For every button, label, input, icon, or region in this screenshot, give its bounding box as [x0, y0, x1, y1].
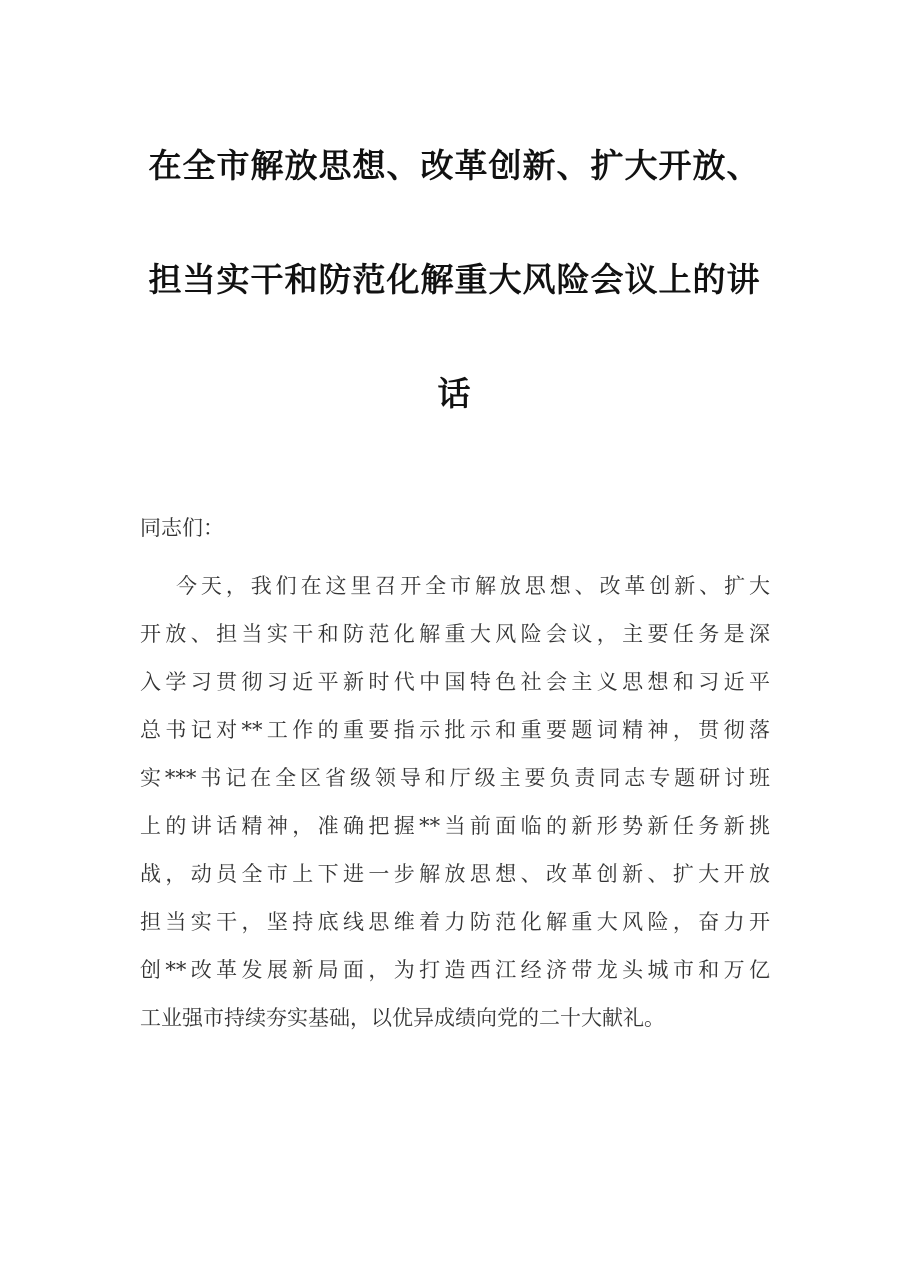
- paragraph-line-1: 今天，我们在这里召开全市解放思想、改革创新、扩大: [176, 574, 770, 598]
- paragraph-line-10: 工业强市持续夯实基础，以优异成绩向党的二十大献礼。: [140, 1006, 665, 1030]
- paragraph-line-7: 战，动员全市上下进一步解放思想、改革创新、扩大开放: [140, 862, 770, 886]
- paragraph-line-6: 上的讲话精神，准确把握**当前面临的新形势新任务新挑: [140, 814, 770, 838]
- title-line-1: 在全市解放思想、改革创新、扩大开放、: [148, 146, 761, 185]
- paragraph-line-9: 创**改革发展新局面，为打造西江经济带龙头城市和万亿: [140, 958, 770, 982]
- title-line-2: 担当实干和防范化解重大风险会议上的讲: [148, 260, 761, 299]
- salutation: 同志们：: [140, 516, 224, 540]
- paragraph-line-3: 入学习贯彻习近平新时代中国特色社会主义思想和习近平: [140, 670, 770, 694]
- paragraph-line-4: 总书记对**工作的重要指示批示和重要题词精神，贯彻落: [140, 718, 770, 742]
- title-line-3: 话: [437, 374, 472, 413]
- paragraph-line-8: 担当实干，坚持底线思维着力防范化解重大风险，奋力开: [140, 910, 770, 934]
- paragraph-line-2: 开放、担当实干和防范化解重大风险会议，主要任务是深: [140, 622, 770, 646]
- paragraph-line-5: 实***书记在全区省级领导和厅级主要负责同志专题研讨班: [140, 766, 770, 790]
